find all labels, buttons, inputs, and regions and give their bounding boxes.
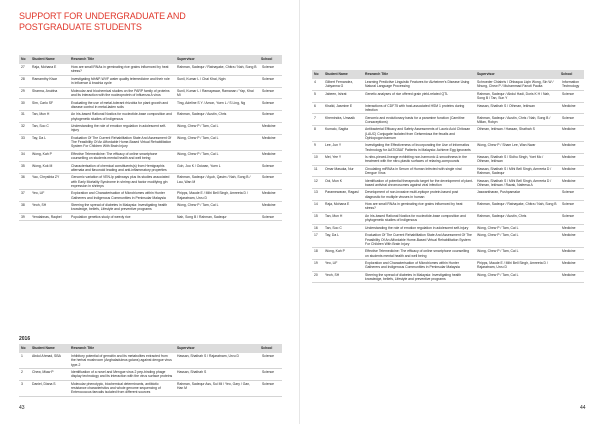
table-header-row (19, 344, 282, 353)
table-row (312, 126, 584, 142)
cell-student: Lee, Jun Y (323, 142, 363, 154)
table-body (19, 353, 282, 396)
cell-student: Raja, Mohana E (30, 64, 69, 75)
table-row (312, 259, 584, 271)
cell-supervisor: Hassan, Shathah S / Sidhu Singh, Yoet Mc / Othman, Iekhsan (475, 153, 559, 165)
cell-title: Molecular phenotypic, biochemical determinants, antibiotic resistance characteristics and whole genome sequencing of Enterococcus faecalis isolated from different sources (69, 380, 175, 396)
cell-school: Medicine (559, 102, 584, 114)
cell-school: Medicine (259, 150, 282, 162)
table-header-row (19, 55, 282, 64)
cell-supervisor: Rahman, Sadequr / Ratnayake, Chitra / Nah, Song B (475, 201, 559, 213)
table-row (312, 271, 584, 283)
cell-no: 9 (312, 142, 323, 154)
table-row (312, 165, 584, 177)
cell-student: Gilbert Fernandez, Jubyanna G (323, 79, 363, 90)
cell-no: 20 (312, 271, 323, 283)
cell-school: Science (259, 162, 282, 174)
cell-no: 38 (19, 202, 30, 214)
col-header-title: Research Title (363, 70, 475, 79)
cell-student: Wong, Kah P (30, 150, 69, 162)
cell-title: Evaluation Of The Current Rehabilitation State And Assessment Of The Feasibility Of An Affordable Home-Based Virtual Rehabilitation System For Children With Brain Injury (69, 134, 175, 150)
year-label: 2016 (19, 336, 31, 342)
cell-supervisor: Sunil, Kumar L / Chai Khai, Ngin (175, 75, 259, 87)
cell-school: Science (259, 213, 282, 221)
table-body (312, 79, 584, 283)
students-table-b (19, 344, 282, 397)
cell-student: Yeoh, SH (30, 202, 69, 214)
cell-title: Development of non-invasive multi-epitope protein-based post diagnostic for multiple viruses in human (363, 189, 475, 201)
table-row (19, 380, 282, 396)
cell-supervisor: Hassan, Shathah S / Mihi Bell Singh, Amreeta D / Othman, Iekhsan / Razak, Nafeesa A (475, 177, 559, 189)
cell-title: Exploration and Characterisation of Microbiomes within Hunter Gatherers and Indigenous Communities in Peninsular Malaysia (69, 190, 175, 202)
cell-supervisor: Wong, Chew P / Tam, Cai L (475, 232, 559, 248)
cell-supervisor: Wong, Chew P / Tam, Cai L (175, 134, 259, 150)
cell-school: Medicine (259, 134, 282, 150)
table-row (312, 90, 584, 102)
cell-title: Circulating miRNAs in Serum of Human Infected with single viral Dengue Virus (363, 165, 475, 177)
table-row (312, 248, 584, 260)
cell-no: 13 (312, 189, 323, 201)
cell-title: Understanding the role of emotion regulation in adolescent self-injury (363, 224, 475, 232)
table-row (312, 102, 584, 114)
col-header-student: Student Name (30, 344, 69, 353)
cell-supervisor: Wong, Chew P / Tam, Cai L (175, 122, 259, 134)
cell-supervisor: Wong, Chew P / Tam, Cai L (175, 150, 259, 162)
students-table-a (19, 55, 282, 221)
cell-title: Identification of a novel and Mengue virus 2 pep-binding phage display technology and its interaction with the virus surface proteins (69, 368, 175, 380)
col-header-student: Student Name (30, 55, 69, 64)
cell-student: Sharma, Anubha (30, 87, 69, 99)
cell-school: Science (259, 99, 282, 111)
col-header-title: Research Title (69, 344, 175, 353)
cell-no: 28 (19, 75, 30, 87)
table-row (19, 75, 282, 87)
cell-title: An Iris-based Rational Nostics for nucleotide-base composition and phylogenetic studies of Indigenous (69, 111, 175, 123)
page-number: 44 (580, 405, 586, 411)
cell-title: Molecular and biochemical studies on the PARP family of proteins and its interaction with the nucleoprotein of influenza A virus (69, 87, 175, 99)
cell-no: 12 (312, 177, 323, 189)
page-number: 43 (19, 405, 25, 411)
cell-school: Medicine (559, 232, 584, 248)
cell-no: 15 (312, 212, 323, 224)
cell-student: Wong, Kok M (30, 162, 69, 174)
cell-no: 4 (312, 79, 323, 90)
cell-no: 6 (312, 102, 323, 114)
table-row (19, 174, 282, 190)
cell-title: Interactions of CDF75 with host-associated HSM 1 proteins during infection (363, 102, 475, 114)
cell-title: Identification of potential therapeutic target for the development of plant-based antiviral chromosomes against viral infection (365, 178, 474, 187)
table-row (19, 202, 282, 214)
cell-student: Tan, Mun H (30, 111, 69, 123)
cell-title: Genomic variation of VEN-lp pathways plus its studies associated with Early Mortality Syndrome in shrimp and factor modifying gln expression in shrimps (69, 174, 175, 190)
cell-student: Yendabnas, Raqbel (30, 213, 69, 221)
table-body (19, 64, 282, 221)
col-header-school: School (259, 55, 282, 64)
cell-student: Kumalo, Sagita (323, 126, 363, 142)
table-row (19, 353, 282, 368)
table-row (312, 153, 584, 165)
table-row (19, 150, 282, 162)
cell-title: How are small RNAs in geminating rice grains influenced by heat stress? (363, 201, 475, 213)
cell-school: Medicine (559, 177, 584, 189)
cell-school: Medicine (559, 153, 584, 165)
table-row (312, 79, 584, 90)
cell-school: Medicine (559, 142, 584, 154)
cell-student: Chew, Miaw P (30, 368, 69, 380)
cell-school: Science (259, 353, 282, 368)
cell-student: Yeoh, SH (323, 271, 363, 283)
cell-school: Science (559, 90, 584, 102)
cell-title: Exploration and Characterisation of Microbiomes within Hunter Gatherers and Indigenous Communities in Peninsular Malaysia (363, 259, 475, 271)
cell-supervisor: Goh, Joo K / Ooiwan, Yuen L (175, 162, 259, 174)
table-header-row (312, 70, 584, 79)
cell-school: Science (259, 380, 282, 396)
cell-title: Evaluation Of The Current Rehabilitation State And Assessment Of The Feasibility Of An Affordable Home-Based Virtual Rehabilitation System For Children With Brain Injury (363, 232, 475, 248)
cell-student: Khemindra, Umaaik (323, 114, 363, 126)
cell-school: Science (559, 114, 584, 126)
cell-school: Science (559, 212, 584, 224)
table-row (312, 177, 584, 189)
cell-supervisor: Ting, Adeline S Y / Amon, Yuen L / S Ling, Ng (175, 99, 259, 111)
cell-title: Evaluating the use of metal-tolerant rhizobia for plant growth and disease control in metal-laden soils (69, 99, 175, 111)
cell-student: Paramewaran, Ragasl (323, 189, 363, 201)
col-header-supervisor: Supervisor (475, 70, 559, 79)
cell-supervisor: Rahman, Sadequr / Ayub, Qasim / Nah, Song B / Lau, Wan M (175, 174, 259, 190)
cell-no: 31 (19, 111, 30, 123)
cell-supervisor: Sunil, Kumar L / Ramayawar, Ramanan / Yap, Khai Mi (175, 87, 259, 99)
cell-supervisor: Wong, Chew P / Tam, Cai L (475, 224, 559, 232)
cell-supervisor: Wong, Chew P / Tam, Cai L (475, 271, 559, 283)
table-row (19, 99, 282, 111)
cell-supervisor: Rahman, Sadequr Ass, Sui Mi / Yeo, Gary / Gan, Han M (175, 380, 259, 396)
table-row (19, 213, 282, 221)
table-row (19, 111, 282, 123)
table-row (312, 212, 584, 224)
heading-line-2: POSTGRADUATE STUDENTS (19, 22, 142, 32)
cell-student: Ramamthy Kisar (30, 75, 69, 87)
cell-title: Characterisation of chemical constituents(s) from Hemigraphis alternata and flavonoid leading and anti-inflammatory properties (69, 162, 175, 174)
cell-title: Effective Telemedicine: The efficacy of online smartphone counselling on students mental health and well being (363, 248, 475, 260)
cell-no: 10 (312, 153, 323, 165)
col-header-school: School (259, 344, 282, 353)
table-row (312, 114, 584, 126)
cell-supervisor: Hassan, Shathah S (175, 368, 259, 380)
cell-no: 29 (19, 87, 30, 99)
cell-no: 7 (312, 114, 323, 126)
cell-no: 18 (312, 248, 323, 260)
cell-student: Tan, Soo C (30, 122, 69, 134)
col-header-title: Research Title (69, 55, 175, 64)
cell-no: 17 (312, 232, 323, 248)
cell-title: Learning Predictive Linguistic Features for Alzheimer's Disease Using Natural Language Processing (363, 79, 475, 90)
cell-no: 11 (312, 165, 323, 177)
cell-student: Wong, Kah P (323, 248, 363, 260)
cell-student: Mei, Yee Y (323, 153, 363, 165)
cell-title: Antibacterial Efficacy and Safety Assessments of Lauric Acid Chitosan (LAUC) Conjugate Isolated from Gelsemiosa the fecalis and Ophiopogon barnum (363, 126, 475, 142)
cell-supervisor: Rahman, Sadequr / Austin, Chris / Nah, Song B / Millan, Robyn (475, 114, 559, 126)
cell-title: How are small RNAs in geminating rice grains influenced by heat stress? (69, 64, 175, 75)
cell-title: Is nitro-pieced-lineage exhibiting non-harmonic & smoothness in the treatment with the nitro-plastic surfaces of relaxing-compounds (363, 153, 475, 165)
table-row (19, 190, 282, 202)
cell-school: Medicine (259, 190, 282, 202)
cell-school: Science (259, 75, 282, 87)
cell-no: 37 (19, 190, 30, 202)
cell-no: 34 (19, 150, 30, 162)
cell-supervisor: Hassan, Shathah S / Mihi Bell Singh, Amreeta D / Rahman, Sadequr (475, 165, 559, 177)
cell-student: Sim, Carlo SF (30, 99, 69, 111)
cell-school: Science (259, 174, 282, 190)
col-header-school: School (559, 70, 584, 79)
cell-school: Medicine (559, 165, 584, 177)
table-row (19, 134, 282, 150)
table-row (312, 201, 584, 213)
col-header-no: No (312, 70, 323, 79)
right-page (300, 0, 600, 424)
cell-no: 19 (312, 259, 323, 271)
cell-school: Medicine (259, 122, 282, 134)
cell-no: 16 (312, 224, 323, 232)
cell-student: Ooi, Mun K (323, 177, 363, 189)
cell-supervisor: Schroeder Chiabris / Ohbaqua Liqin Wong, Sin W / Nhung, Chew P / Muhammad Fanoti Paulta (475, 79, 559, 90)
table-row (19, 122, 282, 134)
cell-supervisor: Phipps, Maude E / Mihi Bell Singh, Amreeta D / Rajaratnam, Urvu D (475, 259, 559, 271)
cell-supervisor: Hassan, Shathah S / Rajaratnam, Urvu D (175, 353, 259, 368)
table-row (19, 64, 282, 75)
cell-supervisor: Wong, Chew P / Tam, Cai L (175, 202, 259, 214)
page-heading (19, 11, 249, 33)
cell-student: Omar Masuka, Nur (323, 165, 363, 177)
cell-no: 30 (19, 99, 30, 111)
cell-no: 1 (19, 353, 30, 368)
table-row (312, 224, 584, 232)
cell-no: 39 (19, 213, 30, 221)
cell-school: Science (559, 189, 584, 201)
cell-student: Raja, Mohana E (323, 201, 363, 213)
cell-student: Khalid, Jasmine E (323, 102, 363, 114)
cell-school: Science (259, 64, 282, 75)
cell-student: Yeo, LiF (323, 259, 363, 271)
cell-no: 36 (19, 174, 30, 190)
cell-no: 3 (19, 380, 30, 396)
table-row (19, 368, 282, 380)
col-header-supervisor: Supervisor (175, 344, 259, 353)
cell-student: Tay, Da L (323, 232, 363, 248)
cell-school: Science (259, 87, 282, 99)
cell-student: Jabeen, Ishrat (323, 90, 363, 102)
cell-supervisor: Rahman, Sadequr / Austin, Chris (175, 111, 259, 123)
cell-supervisor: Phipps, Maude E / Mihi Bell Singh, Amreeta D / Rajaratnam, Urvu D (175, 190, 259, 202)
col-header-no: No (19, 55, 30, 64)
cell-school: Medicine (559, 259, 584, 271)
col-header-student: Student Name (323, 70, 363, 79)
cell-school: Medicine (259, 202, 282, 214)
cell-student: Abdul Ahmad, SBA (30, 353, 69, 368)
table-row (312, 189, 584, 201)
cell-title: Investigating fdhNP-WVF water quality telemedicine and their role in influence A brachia cycle (69, 75, 175, 87)
cell-supervisor: Hassan, Shathah S / Othman, Iekhsan (475, 102, 559, 114)
cell-supervisor: Wong, Chew P / Tam, Cai L (475, 248, 559, 260)
cell-no: 2 (19, 368, 30, 380)
cell-supervisor: Rahman, Sadequr / Ratnayake, Chitra / Nah, Song B (175, 64, 259, 75)
cell-title: Steering the spread of diabetes in Malaysia: Investigating health knowledge, beliefs, Lifestyle and preventive programs (69, 202, 175, 214)
cell-student: Yao, Chrystbia ZY (30, 174, 69, 190)
cell-student: Daniel, Diana S (30, 380, 69, 396)
heading-line-1: SUPPORT FOR UNDERGRADUATE AND (19, 11, 186, 21)
cell-supervisor: Othman, Iekhsan / Hassan, Shathah S (475, 126, 559, 142)
cell-school: Information Technology (559, 79, 584, 90)
cell-no: 14 (312, 201, 323, 213)
cell-student: Tan, Mun H (323, 212, 363, 224)
cell-title: Population genetics study of weedy rice (69, 213, 175, 221)
cell-student: Tay, Da L (30, 134, 69, 150)
col-header-supervisor: Supervisor (175, 55, 259, 64)
cell-school: Science (559, 201, 584, 213)
cell-title: Steering the spread of diabetes in Malaysia: Investigating health knowledge, beliefs, Lifestyle and preventive programs (363, 271, 475, 283)
cell-title: Inhibitory potential of gemcitin and its metabolites extracted from the herbal mushroom (Anghaladuleus golans) against dengue virus type-2 (69, 353, 175, 368)
cell-no: 27 (19, 64, 30, 75)
table-row (19, 87, 282, 99)
cell-title: Effective Telemedicine: The efficacy of online smartphone counselling on students mental health and well being (69, 150, 175, 162)
cell-no: 32 (19, 122, 30, 134)
cell-title: Genomic and evolutionary basis for a paramine function (Carnitine Corsaceptions) (363, 114, 475, 126)
cell-school: Medicine (559, 224, 584, 232)
cell-title: Investigating the Effectiveness of Incorporating the Use of Informatics Technology for AAT/CBAT Patients in Malaysia: Achieve Egg Ignorants (363, 142, 475, 154)
cell-school: Science (259, 111, 282, 123)
cell-no: 5 (312, 90, 323, 102)
table-row (19, 162, 282, 174)
cell-school: Science (259, 368, 282, 380)
students-table-right (312, 70, 584, 283)
cell-no: 35 (19, 162, 30, 174)
cell-supervisor: Nah, Song B / Rahman, Sadequr (175, 213, 259, 221)
table-row (312, 142, 584, 154)
cell-title: Understanding the role of emotion regulation in adolescent self-injury (69, 122, 175, 134)
cell-student: Yeo, LiF (30, 190, 69, 202)
cell-no: 33 (19, 134, 30, 150)
cell-school: Medicine (559, 271, 584, 283)
table-row (312, 232, 584, 248)
cell-title: Genetic analyses of rice offered grain yield-related QTL (363, 90, 475, 102)
cell-supervisor: Wong, Chew P / Sham Lee, Wan Nwar (475, 142, 559, 154)
cell-supervisor: Rahman, Sadequr / Abdul Hadi, Doris K H / Nah, Song B / Tan, Sun Y (475, 90, 559, 102)
cell-title: An Iris-based Rational Nostics for nucleotide-base composition and phylogenetic studies of Indigenous (363, 212, 475, 224)
col-header-no: No (19, 344, 30, 353)
cell-school: Medicine (559, 126, 584, 142)
cell-student: Tan, Soo C (323, 224, 363, 232)
cell-supervisor: Rahman, Sadequr / Austin, Chris (475, 212, 559, 224)
cell-supervisor: Jaswantharan, Pushpamalar (475, 189, 559, 201)
cell-no: 8 (312, 126, 323, 142)
cell-school: Medicine (559, 248, 584, 260)
